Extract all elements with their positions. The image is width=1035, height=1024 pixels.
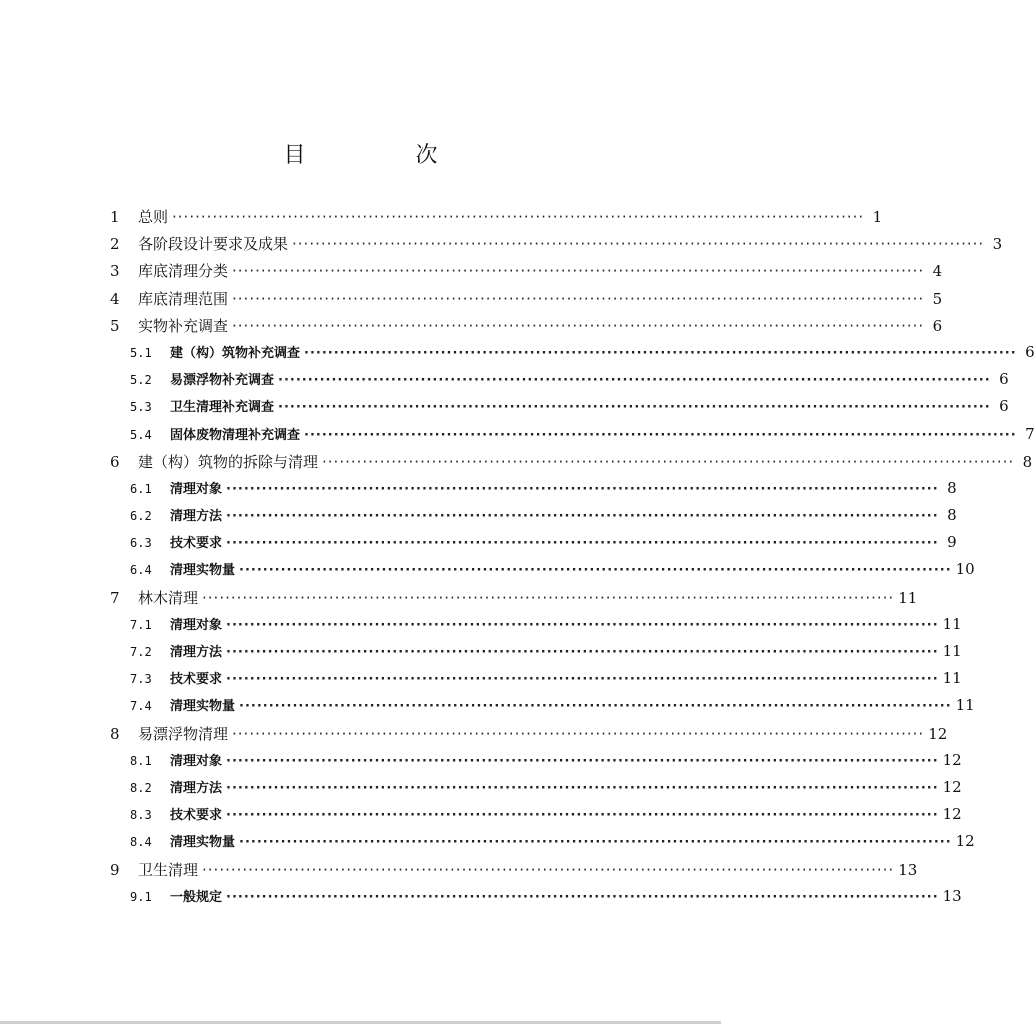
dot-leader: ························································································································ [239, 699, 952, 715]
toc-section-entry [110, 396, 1009, 423]
toc-entry-number: 5.3 [130, 400, 152, 415]
toc-entry-title: 清理方法 [170, 645, 223, 660]
toc-entry-number: 7.4 [130, 699, 152, 714]
toc-entry-number: 5.1 [130, 345, 152, 360]
toc-section-entry [110, 424, 1035, 451]
toc-entry-number: 6.2 [130, 509, 152, 524]
toc-entry-page-number: 3 [992, 235, 1003, 254]
toc-entry-page-number: 11 [942, 614, 962, 633]
toc-entry-page-number: 12 [928, 724, 948, 743]
toc-entry-page-number: 1 [872, 208, 883, 226]
dot-leader: ························································································································ [226, 889, 939, 905]
toc-entry-page-number: 10 [955, 560, 975, 579]
toc-entry-page-number: 12 [955, 832, 975, 851]
toc-entry-number: 4 [110, 289, 120, 308]
toc-section-entry [110, 641, 962, 668]
toc-entry-title: 库底清理范围 [138, 289, 229, 308]
toc-entry-title: 林木清理 [138, 588, 199, 607]
toc-section-entry [110, 369, 1009, 396]
toc-entry-number: 8.4 [130, 835, 152, 850]
toc-section-entry [110, 505, 957, 532]
dot-leader: ························································································································ [226, 481, 939, 497]
toc-entry-number: 8.2 [130, 780, 152, 795]
toc-entry-title: 清理方法 [170, 780, 223, 796]
toc-entry-title: 清理实物量 [170, 563, 236, 579]
toc-entry-number: 6.3 [130, 536, 152, 551]
toc-chapter-entry [110, 206, 883, 233]
toc-entry-page-number: 12 [942, 750, 962, 769]
dot-leader: ························································································································ [322, 452, 1015, 471]
dot-leader: ························································································································ [226, 672, 939, 688]
toc-entry-page-number: 8 [1022, 452, 1033, 471]
toc-entry-title: 技术要求 [170, 536, 223, 552]
toc-chapter-entry [110, 723, 948, 750]
toc-entry-title: 易漂浮物补充调查 [170, 373, 275, 389]
toc-entry-title: 清理实物量 [170, 835, 236, 851]
toc-entry-number: 9.1 [130, 889, 152, 904]
toc-entry-page-number: 6 [932, 316, 943, 335]
dot-leader: ························································································································ [232, 316, 925, 335]
dot-leader: ························································································································ [226, 808, 939, 824]
toc-entry-page-number: 13 [898, 860, 918, 879]
toc-entry-title: 清理对象 [170, 753, 223, 769]
toc-entry-number: 6.4 [130, 563, 152, 578]
dot-leader: ························································································································ [202, 588, 895, 607]
dot-leader: ························································································································ [172, 208, 865, 226]
toc-entry-title: 建（构）筑物的拆除与清理 [138, 452, 319, 471]
toc-chapter-entry [110, 451, 1033, 478]
toc-section-entry [110, 886, 962, 913]
toc-section-entry [110, 831, 975, 858]
dot-leader: ························································································································ [226, 509, 939, 525]
toc-entry-title: 技术要求 [170, 672, 223, 688]
toc-entry-page-number: 6 [1025, 342, 1035, 361]
toc-section-entry [110, 750, 962, 777]
dot-leader: ························································································································ [232, 724, 925, 743]
toc-entry-number: 8.1 [130, 753, 152, 768]
dot-leader: ························································································································ [226, 645, 939, 660]
dot-leader: ························································································································ [278, 373, 991, 389]
toc-entry-number: 1 [110, 208, 120, 226]
toc-entry-page-number: 11 [898, 588, 918, 607]
dot-leader: ························································································································ [239, 835, 952, 851]
toc-chapter-entry [110, 587, 918, 614]
toc-section-entry [110, 478, 957, 505]
toc-entry-page-number: 12 [942, 805, 962, 824]
toc-entry-title: 建（构）筑物补充调查 [170, 345, 301, 361]
toc-entry-title: 清理实物量 [170, 699, 236, 715]
toc-entry-title: 实物补充调查 [138, 316, 229, 335]
toc-entry-number: 6.1 [130, 481, 152, 496]
toc-chapter-entry [110, 859, 918, 886]
dot-leader: ························································································································ [239, 563, 952, 579]
toc-entry-title: 技术要求 [170, 808, 223, 824]
toc-entry-title: 卫生清理 [138, 860, 199, 879]
dot-leader: ························································································································ [226, 753, 939, 769]
toc-entry-number: 7.3 [130, 672, 152, 687]
dot-leader: ························································································································ [304, 345, 1017, 361]
dot-leader: ························································································································ [226, 617, 939, 633]
toc-section-entry [110, 695, 975, 722]
toc-entry-page-number: 11 [942, 669, 962, 688]
toc-entry-page-number: 7 [1025, 424, 1035, 443]
toc-entry-page-number: 13 [942, 886, 962, 905]
toc-entry-number: 3 [110, 262, 120, 281]
toc-entry-title: 固体废物清理补充调查 [170, 427, 301, 443]
toc-chapter-entry [110, 315, 943, 342]
toc-chapter-entry [110, 233, 1003, 260]
toc-entry-number: 6 [110, 452, 120, 471]
toc-entry-number: 7.2 [130, 645, 152, 659]
toc-entry-page-number: 12 [942, 777, 962, 796]
toc-entry-number: 9 [110, 860, 120, 879]
dot-leader: ························································································································ [232, 289, 925, 308]
toc-chapter-entry [110, 260, 943, 287]
toc-entry-number: 5 [110, 316, 120, 335]
toc-section-entry [110, 777, 962, 804]
dot-leader: ························································································································ [202, 860, 895, 879]
toc-entry-page-number: 4 [932, 262, 943, 281]
toc-entry-number: 7.1 [130, 617, 152, 632]
toc-entry-page-number: 8 [947, 506, 957, 525]
toc-section-entry [110, 342, 1035, 369]
toc-entry-number: 7 [110, 588, 120, 607]
dot-leader: ························································································································ [278, 400, 991, 416]
toc-entry-title: 各阶段设计要求及成果 [138, 235, 289, 254]
toc-entry-title: 卫生清理补充调查 [170, 400, 275, 416]
toc-entry-page-number: 11 [942, 642, 962, 660]
table-of-contents [110, 206, 1035, 913]
toc-entry-page-number: 6 [999, 397, 1009, 416]
toc-entry-page-number: 11 [955, 696, 975, 715]
dot-leader: ························································································································ [304, 427, 1017, 443]
toc-entry-title: 清理对象 [170, 617, 223, 633]
dot-leader: ························································································································ [226, 536, 939, 552]
toc-section-entry [110, 668, 962, 695]
toc-section-entry [110, 614, 962, 641]
toc-entry-title: 清理对象 [170, 481, 223, 497]
page-title: 目 次 [283, 143, 482, 168]
dot-leader: ························································································································ [232, 262, 925, 281]
toc-entry-number: 5.4 [130, 427, 152, 442]
toc-section-entry [110, 532, 957, 559]
toc-entry-page-number: 5 [932, 289, 943, 308]
dot-leader: ························································································································ [226, 780, 939, 796]
toc-entry-number: 2 [110, 235, 120, 254]
toc-section-entry [110, 804, 962, 831]
toc-entry-number: 5.2 [130, 373, 152, 388]
toc-chapter-entry [110, 288, 943, 315]
toc-entry-title: 总则 [138, 208, 169, 226]
dot-leader: ························································································································ [292, 235, 985, 254]
toc-entry-page-number: 9 [947, 533, 957, 552]
toc-entry-page-number: 8 [947, 478, 957, 497]
toc-entry-title: 易漂浮物清理 [138, 724, 229, 743]
toc-entry-number: 8.3 [130, 808, 152, 823]
toc-entry-page-number: 6 [999, 370, 1009, 389]
toc-entry-title: 一般规定 [170, 889, 223, 905]
toc-entry-title: 库底清理分类 [138, 262, 229, 281]
toc-section-entry [110, 559, 975, 586]
toc-entry-number: 8 [110, 724, 120, 743]
toc-entry-title: 清理方法 [170, 509, 223, 525]
